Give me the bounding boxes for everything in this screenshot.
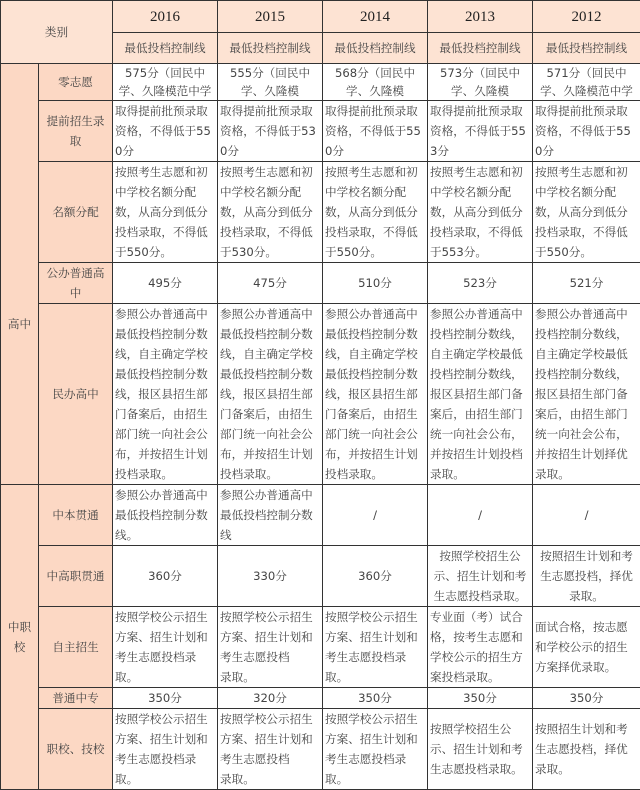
table-row xyxy=(1,162,640,263)
score-cell: 取得提前批预录取资格，不得低于550分 xyxy=(323,101,428,162)
score-cell: 按照学校招生公示、招生计划和考生志愿投档录取。 xyxy=(428,546,533,607)
group-label: 高中 xyxy=(1,64,39,485)
row-label: 提前招生录取 xyxy=(39,101,113,162)
score-cell: 按照学校招生公示、招生计划和考生志愿投档录取。 xyxy=(428,709,533,790)
score-cell: 330分 xyxy=(218,546,323,607)
score-cell: 按照考生志愿和初中学校名额分配数，从高分到低分投档录取，不得低于530分。 xyxy=(218,162,323,263)
score-cell: 参照公办普通高中最低投档控制分数线，自主确定学校最低投档控制分数线，报区县招生部门备案后，由招生部门统一向社会公布，并按招生计划投档录取。 xyxy=(218,304,323,485)
score-cell: 523分 xyxy=(428,263,533,304)
score-cell: 按照招生计划和考生志愿投档，择优录取。 xyxy=(533,546,640,607)
score-cell: 按照考生志愿和初中学校名额分配数，从高分到低分投档录取，不得低于553分。 xyxy=(428,162,533,263)
score-cell xyxy=(323,64,428,101)
row-label: 民办高中 xyxy=(39,304,113,485)
score-cell: 按照学校公示招生方案、招生计划和考生志愿投档录取。 xyxy=(323,709,428,790)
year-header: 2014 xyxy=(323,1,428,33)
subheader: 最低投档控制线 xyxy=(428,33,533,64)
subheader: 最低投档控制线 xyxy=(323,33,428,64)
row-label: 公办普通高中 xyxy=(39,263,113,304)
category-header: 类别 xyxy=(1,1,113,64)
score-cell: / xyxy=(428,485,533,546)
score-cell: 按照招生计划和考生志愿投档，择优录取。 xyxy=(533,709,640,790)
year-header: 2015 xyxy=(218,1,323,33)
row-label: 中高职贯通 xyxy=(39,546,113,607)
score-cell xyxy=(428,64,533,101)
table-row xyxy=(1,546,640,607)
score-cell: 350分 xyxy=(428,688,533,709)
score-cell: 495分 xyxy=(113,263,218,304)
score-cell: 320分 xyxy=(218,688,323,709)
score-text: 568分（回民中学、久隆模 xyxy=(325,64,425,100)
table-row xyxy=(1,485,640,546)
score-text: 573分（回民中学、久隆模 xyxy=(430,64,530,100)
row-label: 自主招生 xyxy=(39,607,113,688)
score-cell: / xyxy=(323,485,428,546)
score-cell: 参照公办普通高中最低投档控制分数线，自主确定学校最低投档控制分数线，报区县招生部门备案后，由招生部门统一向社会公布，并按招生计划投档录取。 xyxy=(113,304,218,485)
score-cell: 510分 xyxy=(323,263,428,304)
year-header: 2013 xyxy=(428,1,533,33)
score-cell: 350分 xyxy=(113,688,218,709)
score-cell: 参照公办普通高中最低投档控制分数线 xyxy=(218,485,323,546)
score-cell: 参照公办普通高中最低投档控制分数线，自主确定学校最低投档控制分数线，报区县招生部门备案后，由招生部门统一向社会公布，并按招生计划投档录取。 xyxy=(323,304,428,485)
score-cell: 参照公办普通高中最低投档控制分数线。 xyxy=(113,485,218,546)
score-cell xyxy=(218,64,323,101)
score-cell: 360分 xyxy=(323,546,428,607)
score-cell: 取得提前批预录取资格，不得低于530分 xyxy=(218,101,323,162)
score-cell: / xyxy=(533,485,640,546)
score-cell: 参照公办普通高中投档控制分数线，自主确定学校最低投档控制分数线，报区县招生部门备案后，由招生部门统一向社会公布，并按招生计划择优录取。 xyxy=(533,304,640,485)
table-row xyxy=(1,64,640,101)
score-cell: 475分 xyxy=(218,263,323,304)
score-cell: 350分 xyxy=(323,688,428,709)
score-cell: 按照学校公示招生方案、招生计划和考生志愿投档录取。 xyxy=(113,709,218,790)
year-header: 2012 xyxy=(533,1,640,33)
score-cell: 专业面（考）试合格，按考生志愿和学校公示的招生方案投档录取。 xyxy=(428,607,533,688)
score-cell xyxy=(113,64,218,101)
score-text: 571分（回民中学、久隆模范中学 xyxy=(535,64,638,100)
table-row xyxy=(1,263,640,304)
row-label: 名额分配 xyxy=(39,162,113,263)
score-cell xyxy=(533,64,640,101)
subheader: 最低投档控制线 xyxy=(533,33,640,64)
year-header: 2016 xyxy=(113,1,218,33)
score-cell: 350分 xyxy=(533,688,640,709)
score-cell: 按照学校公示招生方案、招生计划和考生志愿投档 录取。 xyxy=(218,607,323,688)
score-cell: 面试合格，按志愿和学校公示的招生方案择优录取。 xyxy=(533,607,640,688)
score-cell: 取得提前批预录取资格，不得低于550分 xyxy=(113,101,218,162)
score-cell: 按照学校公示招生方案、招生计划和考生志愿投档录取。 xyxy=(113,607,218,688)
row-label: 普通中专 xyxy=(39,688,113,709)
subheader: 最低投档控制线 xyxy=(113,33,218,64)
table-row xyxy=(1,304,640,485)
group-label: 中职校 xyxy=(1,485,39,790)
table-row xyxy=(1,101,640,162)
subheader: 最低投档控制线 xyxy=(218,33,323,64)
score-cell: 按照考生志愿和初中学校名额分配数，从高分到低分投档录取，不得低于550分。 xyxy=(533,162,640,263)
score-cell: 参照公办普通高中投档控制分数线，自主确定学校最低投档控制分数线，报区县招生部门备案后，由招生部门统一向社会公布，并按招生计划投档录取。 xyxy=(428,304,533,485)
score-cell: 360分 xyxy=(113,546,218,607)
row-label: 零志愿 xyxy=(39,64,113,101)
row-label: 中本贯通 xyxy=(39,485,113,546)
table-row xyxy=(1,688,640,709)
row-label: 职校、技校 xyxy=(39,709,113,790)
score-cell: 取得提前批预录取资格，不得低于550分 xyxy=(533,101,640,162)
score-cell: 按照学校公示招生方案、招生计划和考生志愿投档 录取。 xyxy=(218,709,323,790)
score-text: 575分（回民中学、久隆模范中学 xyxy=(115,64,215,100)
score-cell: 521分 xyxy=(533,263,640,304)
score-cell: 取得提前批预录取资格，不得低于553分 xyxy=(428,101,533,162)
score-cell: 按照学校公示招生方案、招生计划和考生志愿投档录取。 xyxy=(323,607,428,688)
score-text: 555分（回民中学、久隆模 xyxy=(220,64,320,100)
table-row xyxy=(1,709,640,790)
score-cell: 按照考生志愿和初中学校名额分配数，从高分到低分投档录取，不得低于550分。 xyxy=(323,162,428,263)
score-cell: 按照考生志愿和初中学校名额分配数，从高分到低分投档录取，不得低于550分。 xyxy=(113,162,218,263)
table-row xyxy=(1,607,640,688)
